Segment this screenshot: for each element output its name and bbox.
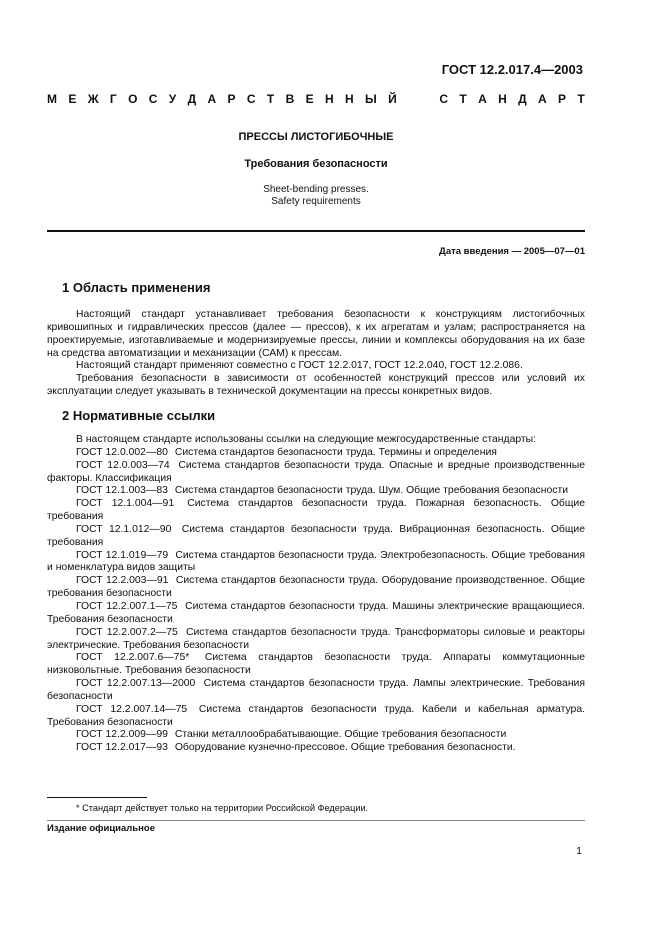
banner-letter: М: [47, 92, 57, 106]
reference-item: [47, 678, 585, 704]
reference-text: Система стандартов безопасности труда. Шум. Общие требования безопасности: [174, 485, 569, 497]
reference-item: [47, 627, 585, 653]
reference-code: ГОСТ 12.2.007.2—75: [76, 626, 178, 638]
banner-letter: Н: [498, 92, 507, 106]
reference-code: ГОСТ 12.1.012—90: [76, 523, 172, 535]
banner-gap: [408, 92, 428, 106]
banner-letter: Р: [558, 92, 567, 106]
banner-letter: В: [285, 92, 295, 106]
banner-letter: Г: [109, 92, 117, 106]
title-divider: [47, 230, 585, 232]
reference-text: Оборудование кузнечно-прессовое. Общие требования безопасности.: [174, 742, 516, 754]
english-title-line: Sheet-bending presses.: [263, 184, 369, 195]
reference-item: [47, 601, 585, 627]
reference-text: Система стандартов безопасности труда. Вибрационная безопасность. Общие требования: [47, 523, 585, 548]
banner-letter: У: [168, 92, 177, 106]
banner-letter: Н: [324, 92, 334, 106]
section-2-heading: 2 Нормативные ссылки: [62, 408, 216, 423]
reference-code: ГОСТ 12.2.007.6—75*: [76, 652, 190, 664]
interstate-standard-banner: [47, 92, 585, 106]
banner-letter: Ы: [364, 92, 377, 106]
banner-letter: Е: [68, 92, 77, 106]
reference-code: ГОСТ 12.0.002—80: [76, 446, 168, 458]
reference-text: Система стандартов безопасности труда. Лампы электрические. Требования безопасности: [47, 678, 585, 702]
reference-item: [47, 729, 585, 742]
reference-item: [47, 575, 585, 601]
banner-letter: Т: [577, 92, 585, 106]
banner-letter: Т: [459, 92, 467, 106]
section-2-body: [47, 434, 585, 755]
reference-text: Система стандартов безопасности труда. Кабели и кабельная арматура. Требования безопасности: [47, 703, 585, 728]
banner-letter: Е: [305, 92, 314, 106]
banner-letter: С: [148, 92, 158, 106]
reference-code: ГОСТ 12.2.007.13—2000: [76, 678, 196, 690]
section-1-heading: 1 Область применения: [62, 280, 211, 295]
reference-item: [47, 550, 585, 576]
footnote-separator: [47, 797, 147, 798]
paragraph: Настоящий стандарт устанавливает требования безопасности к конструкциям листогибочных кривошипных и гидравлических прессов (далее — прессов), к их агрегатам и узлам; распространяется на проектируемые, изготавливаемые и модернизируемые прессы, линии и комплексы оборудования на их базе на средства автоматизации и механизации (САМ) к прессам.: [47, 309, 585, 359]
reference-code: ГОСТ 12.0.003—74: [76, 459, 170, 471]
reference-code: ГОСТ 12.2.007.14—75: [76, 703, 188, 715]
banner-letter: Д: [187, 92, 197, 106]
page-number: 1: [576, 845, 582, 857]
footnote: * Стандарт действует только на территории Российской Федерации.: [76, 803, 369, 813]
reference-text: Система стандартов безопасности труда. Термины и определения: [174, 446, 497, 458]
reference-code: ГОСТ 12.2.009—99: [76, 729, 168, 741]
reference-code: ГОСТ 12.2.007.1—75: [76, 600, 178, 612]
section-1-body: [47, 309, 585, 399]
reference-text: Система стандартов безопасности труда. Электробезопасность. Общие требования и номенклатура видов защиты: [47, 549, 585, 574]
banner-letter: Д: [518, 92, 527, 106]
reference-item: [47, 498, 585, 524]
banner-letter: Й: [388, 92, 397, 106]
english-title: [47, 184, 585, 208]
paragraph: В настоящем стандарте использованы ссылки на следующие межгосударственные стандарты:: [76, 434, 537, 445]
reference-text: Система стандартов безопасности труда. Машины электрические вращающиеся. Требования безопасности: [47, 600, 585, 625]
reference-text: Станки металлообрабатывающие. Общие требования безопасности: [174, 729, 507, 741]
reference-text: Система стандартов безопасности труда. Трансформаторы силовые и реакторы электрические. Требования безопасности: [47, 626, 586, 651]
english-title-line: Safety requirements: [271, 196, 361, 207]
banner-letter: А: [207, 92, 217, 106]
reference-item: [47, 447, 585, 460]
reference-text: Система стандартов безопасности труда. Опасные и вредные производственные факторы. Классификация: [47, 459, 585, 484]
reference-code: ГОСТ 12.1.003—83: [76, 485, 168, 497]
edition-divider: [47, 820, 585, 821]
paragraph: Требования безопасности в зависимости от особенностей конструкций прессов или условий их эксплуатации следует указывать в технической документации на прессы конкретных видов.: [47, 373, 585, 398]
reference-item: [47, 485, 585, 498]
reference-item: [47, 524, 585, 550]
banner-letter: Н: [344, 92, 354, 106]
reference-code: ГОСТ 12.2.003—91: [76, 575, 169, 587]
reference-code: ГОСТ 12.2.017—93: [76, 742, 168, 754]
reference-text: Система стандартов безопасности труда. Пожарная безопасность. Общие требования: [47, 498, 585, 523]
edition-label: Издание официальное: [47, 823, 155, 834]
reference-code: ГОСТ 12.1.004—91: [76, 498, 175, 510]
reference-text: Система стандартов безопасности труда. Оборудование производственное. Общие требования безопасности: [47, 575, 586, 600]
reference-text: Система стандартов безопасности труда. Аппараты коммутационные низковольтные. Требования безопасности: [47, 652, 585, 677]
reference-item: [47, 704, 585, 730]
banner-letter: А: [478, 92, 487, 106]
reference-item: [47, 742, 585, 755]
banner-letter: С: [246, 92, 256, 106]
banner-letter: Р: [227, 92, 236, 106]
banner-letter: О: [128, 92, 138, 106]
reference-item: [47, 460, 585, 486]
banner-letter: Ж: [87, 92, 99, 106]
reference-item: [47, 652, 585, 678]
standard-subtitle: Требования безопасности: [244, 158, 388, 170]
reference-code: ГОСТ 12.1.019—79: [76, 549, 169, 561]
banner-letter: Т: [266, 92, 275, 106]
introduction-date: Дата введения — 2005—07—01: [439, 246, 585, 257]
banner-letter: А: [538, 92, 547, 106]
document-code: ГОСТ 12.2.017.4—2003: [441, 62, 583, 77]
standard-title: ПРЕССЫ ЛИСТОГИБОЧНЫЕ: [238, 131, 394, 143]
paragraph: Настоящий стандарт применяют совместно с ГОСТ 12.2.017, ГОСТ 12.2.040, ГОСТ 12.2.086.: [76, 360, 523, 372]
banner-letter: С: [439, 92, 449, 106]
